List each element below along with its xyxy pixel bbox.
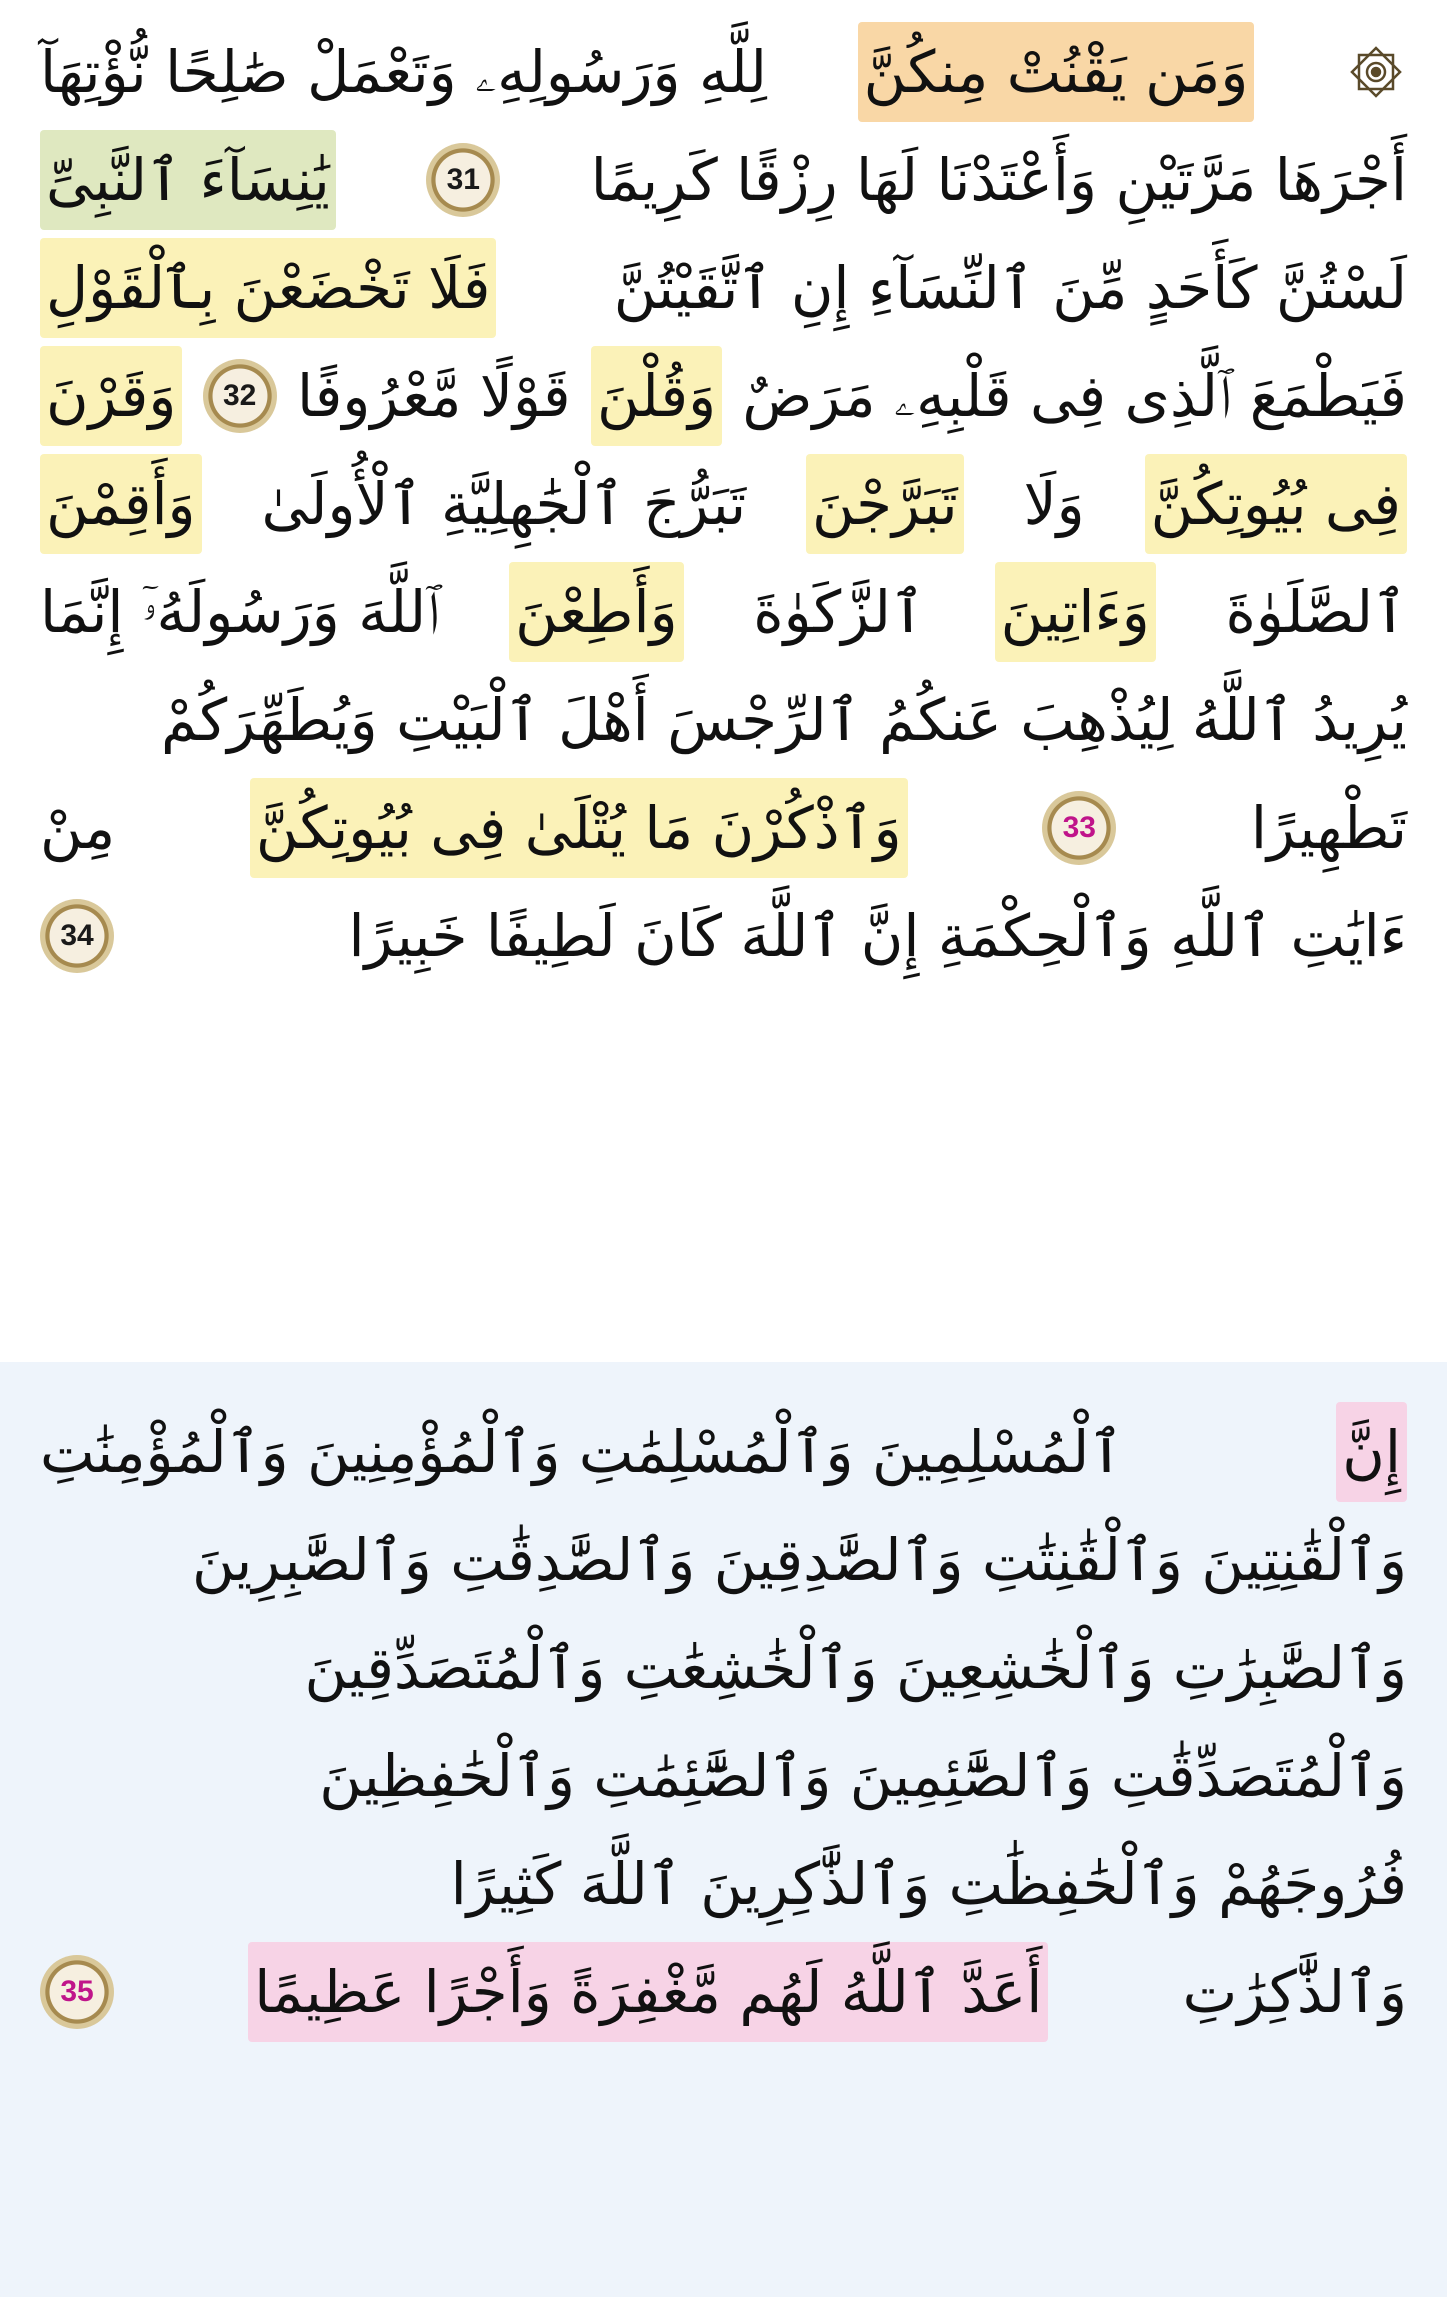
verse-text: فُرُوجَهُمْ وَٱلْحَٰفِظَٰتِ وَٱلذَّٰكِرِينَ ٱللَّهَ كَثِيرًا (450, 1850, 1407, 1918)
highlighted-phrase-yellow: فِى بُيُوتِكُنَّ (1145, 454, 1407, 554)
verse-text: تَطْهِيرًا (1250, 794, 1407, 862)
verse-text: وَلَا (1023, 470, 1085, 538)
verse-text: لِلَّهِ وَرَسُولِهِۦ وَتَعْمَلْ صَٰلِحًا نُّؤْتِهَآ (40, 38, 767, 106)
ayah-number-marker: 32 (203, 359, 277, 433)
text-line (40, 670, 1407, 770)
text-line (40, 454, 1407, 554)
highlighted-phrase-yellow: فَلَا تَخْضَعْنَ بِٱلْقَوْلِ (40, 238, 496, 338)
verse-text: فَيَطْمَعَ ٱلَّذِى فِى قَلْبِهِۦ مَرَضٌ (742, 362, 1407, 430)
text-line (40, 562, 1407, 662)
verse-text: وَٱلذَّٰكِرَٰتِ (1182, 1958, 1407, 2026)
verse-text: أَجْرَهَا مَرَّتَيْنِ وَأَعْتَدْنَا لَهَا رِزْقًا كَرِيمًا (590, 146, 1407, 214)
verse-text: تَبَرُّجَ ٱلْجَٰهِلِيَّةِ ٱلْأُولَىٰ (261, 470, 747, 538)
highlighted-phrase-orange: وَمَن يَقْنُتْ مِنكُنَّ (858, 22, 1255, 122)
verse-text: وَٱلصَّٰبِرَٰتِ وَٱلْخَٰشِعِينَ وَٱلْخَٰشِعَٰتِ وَٱلْمُتَصَدِّقِينَ (304, 1634, 1407, 1702)
rub-el-hizb-icon (1345, 41, 1407, 103)
highlighted-phrase-green: يَٰنِسَآءَ ٱلنَّبِىِّ (40, 130, 336, 230)
text-line (40, 1618, 1407, 1718)
text-line (40, 346, 1407, 446)
verse-text: ٱلصَّلَوٰةَ (1225, 578, 1407, 646)
highlighted-phrase-yellow: تَبَرَّجْنَ (806, 454, 964, 554)
ayah-number-marker: 35 (40, 1955, 114, 2029)
verse-35-background (0, 1362, 1447, 2297)
highlighted-phrase-yellow: وَأَقِمْنَ (40, 454, 202, 554)
text-line (40, 1726, 1407, 1826)
highlighted-phrase-pink: أَعَدَّ ٱللَّهُ لَهُم مَّغْفِرَةً وَأَجْرًا عَظِيمًا (248, 1942, 1048, 2042)
text-line (40, 1510, 1407, 1610)
ayah-number-marker: 31 (426, 143, 500, 217)
verse-text: قَوْلًا مَّعْرُوفًا (297, 362, 571, 430)
verse-text: يُرِيدُ ٱللَّهُ لِيُذْهِبَ عَنكُمُ ٱلرِّجْسَ أَهْلَ ٱلْبَيْتِ وَيُطَهِّرَكُمْ (160, 686, 1407, 754)
text-line (40, 238, 1407, 338)
verse-text: ٱلزَّكَوٰةَ (753, 578, 925, 646)
text-line (40, 1834, 1407, 1934)
text-line (40, 1402, 1407, 1502)
verse-text: لَسْتُنَّ كَأَحَدٍ مِّنَ ٱلنِّسَآءِ إِنِ ٱتَّقَيْتُنَّ (613, 254, 1407, 322)
highlighted-phrase-yellow: وَٱذْكُرْنَ مَا يُتْلَىٰ فِى بُيُوتِكُنَّ (250, 778, 908, 878)
text-line (40, 778, 1407, 878)
text-line (40, 1942, 1407, 2042)
highlighted-phrase-yellow: وَءَاتِينَ (995, 562, 1156, 662)
verse-text: ٱلْمُسْلِمِينَ وَٱلْمُسْلِمَٰتِ وَٱلْمُؤْمِنِينَ وَٱلْمُؤْمِنَٰتِ (40, 1418, 1124, 1486)
verse-text: مِنْ (40, 794, 116, 862)
ayah-number-marker: 34 (40, 899, 114, 973)
highlighted-phrase-yellow: وَقُلْنَ (591, 346, 722, 446)
highlighted-phrase-yellow: وَأَطِعْنَ (509, 562, 683, 662)
text-line (40, 22, 1407, 122)
verse-text: ٱللَّهَ وَرَسُولَهُۥٓ إِنَّمَا (40, 578, 440, 646)
highlighted-phrase-yellow: وَقَرْنَ (40, 346, 182, 446)
text-line (40, 886, 1407, 986)
verse-text: وَٱلْمُتَصَدِّقَٰتِ وَٱلصَّٰٓئِمِينَ وَٱلصَّٰٓئِمَٰتِ وَٱلْحَٰفِظِينَ (319, 1742, 1407, 1810)
ayah-number-marker: 33 (1042, 791, 1116, 865)
verse-text: ءَايَٰتِ ٱللَّهِ وَٱلْحِكْمَةِ إِنَّ ٱللَّهَ كَانَ لَطِيفًا خَبِيرًا (348, 902, 1407, 970)
text-line (40, 130, 1407, 230)
verse-text: وَٱلْقَٰنِتِينَ وَٱلْقَٰنِتَٰتِ وَٱلصَّٰدِقِينَ وَٱلصَّٰدِقَٰتِ وَٱلصَّٰبِرِينَ (192, 1526, 1407, 1594)
highlighted-phrase-pink: إِنَّ (1336, 1402, 1407, 1502)
